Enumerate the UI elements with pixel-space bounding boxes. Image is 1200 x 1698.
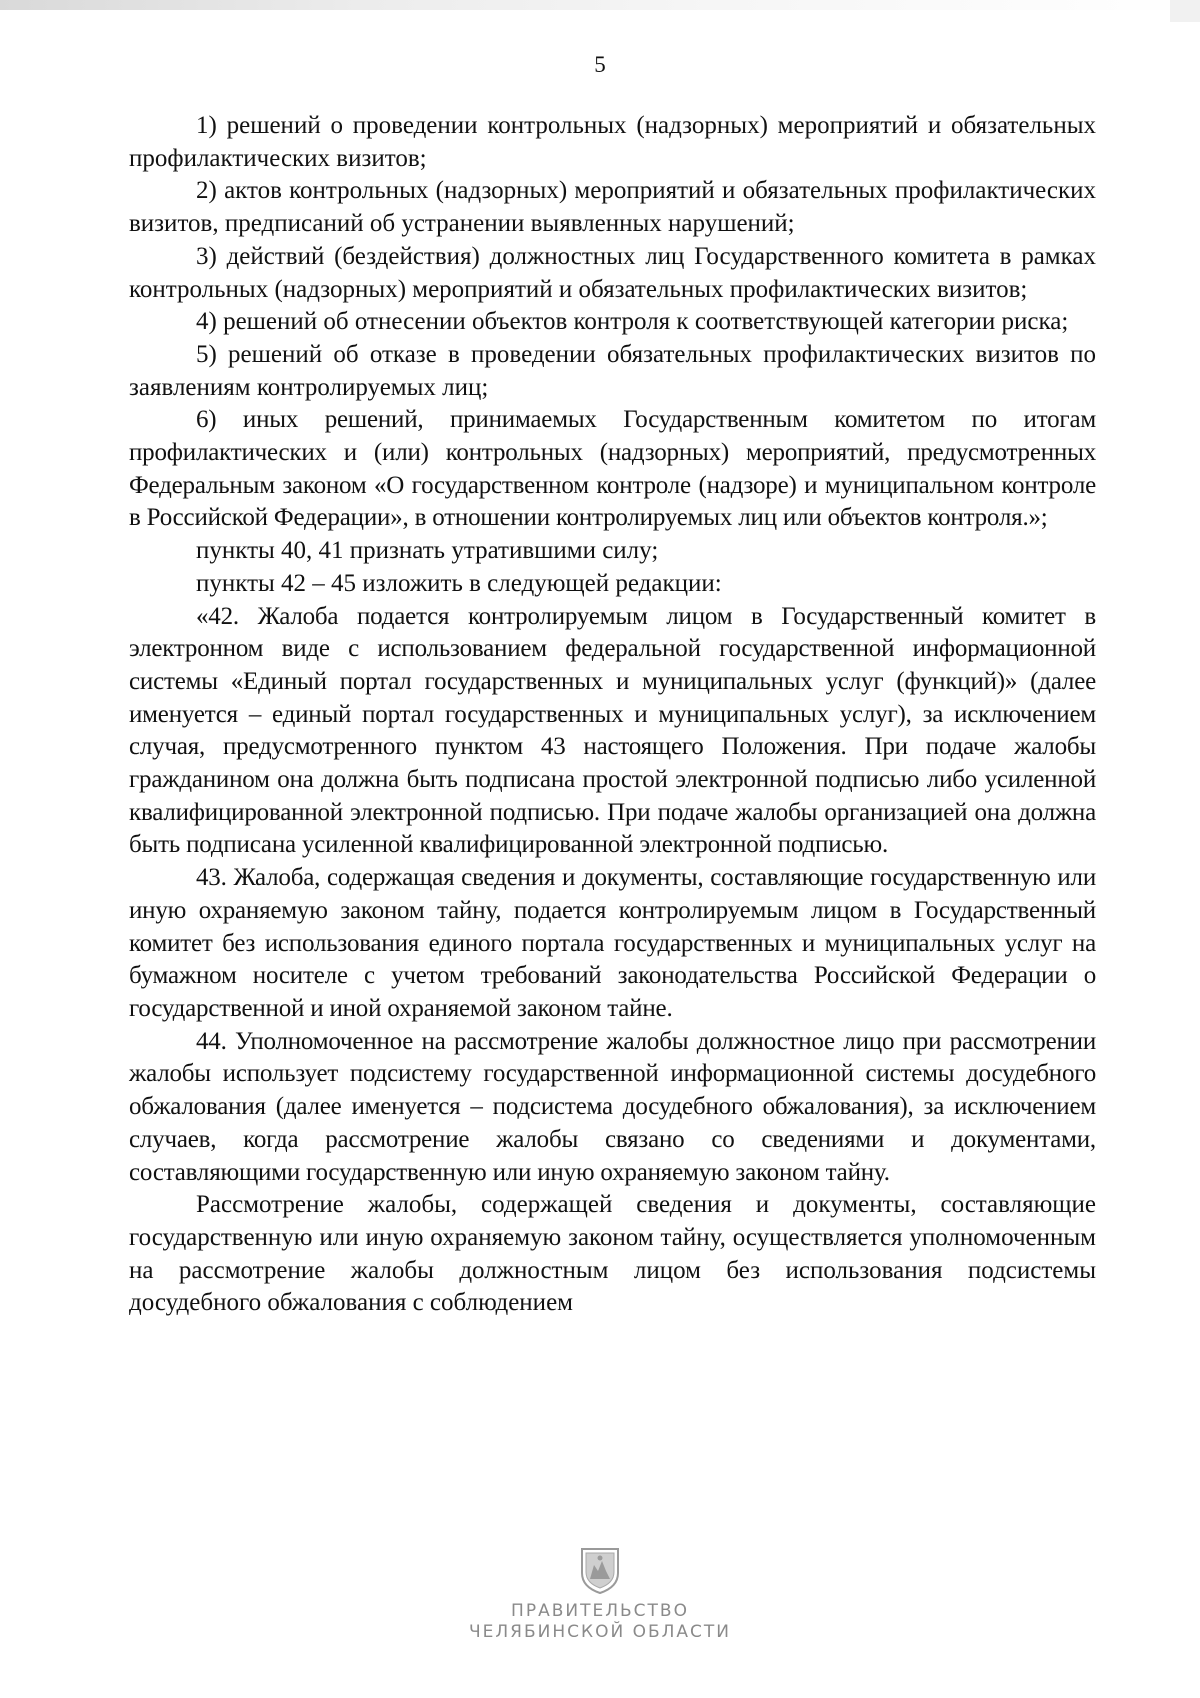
paragraph-clause-43: 43. Жалоба, содержащая сведения и документы, составляющие государственную или иную охраняемую законом тайну, подается контролируемым лицом в Государственный комитет без использования единого портала государственных и муниципальных услуг на бумажном носителе с учетом требований законодательства Российской Федерации о государственной и иной охраняемой законом тайне. [129,864,1096,1022]
paragraph-repeal-40-41: пункты 40, 41 признать утратившими силу; [196,537,659,565]
paragraph-clause-44-secret: Рассмотрение жалобы, содержащей сведения и документы, составляющие государственную или иную охраняемую законом тайну, осуществляется уполномоченным на рассмотрение жалобы должностным лицом без использования подсистемы досудебного обжалования с соблюдением [129,1191,1096,1317]
paragraph-clause-44: 44. Уполномоченное на рассмотрение жалобы должностное лицо при рассмотрении жалобы использует подсистему государственной информационной системы досудебного обжалования (далее именуется – подсистема досудебного обжалования), за исключением случаев, когда рассмотрение жалобы связано со сведениями и документами, составляющими государственную или иную охраняемую законом тайну. [129,1027,1096,1186]
paragraph-clause-42: «42. Жалоба подается контролируемым лицом в Государственный комитет в электронном виде с использованием федеральной государственной информационной системы «Единый портал государственных и муниципальных услуг (функций)» (далее именуется – единый портал государственных и муниципальных услуг), за исключением случая, предусмотренного пунктом 43 настоящего Положения. При подаче жалобы гражданином она должна быть подписана простой электронной подписью либо усиленной квалифицированной электронной подписью. При подаче жалобы организацией она должна быть подписана усиленной квалифицированной электронной подписью. [129,602,1096,859]
seal-line-government: ПРАВИТЕЛЬСТВО [511,1601,689,1621]
government-seal [0,1545,1200,1643]
paragraph-item-1: 1) решений о проведении контрольных (надзорных) мероприятий и обязательных профилактических визитов; [129,112,1096,172]
page-number: 5 [594,52,606,77]
paragraph-item-6: 6) иных решений, принимаемых Государственным комитетом по итогам профилактических и (или) контрольных (надзорных) мероприятий, предусмотренных Федеральным законом «О государственном контроле (надзоре) и муниципальном контроле в Российской Федерации», в отношении контролируемых лиц или объектов контроля.»; [129,406,1096,532]
document-body [129,110,1096,1320]
paragraph-item-4: 4) решений об отнесении объектов контроля к соответствующей категории риска; [196,308,1069,336]
scan-corner-mark [1170,0,1200,22]
paragraph-amend-42-45: пункты 42 – 45 изложить в следующей редакции: [196,569,722,597]
scan-top-edge [0,0,1200,10]
paragraph-item-2: 2) актов контрольных (надзорных) мероприятий и обязательных профилактических визитов, предписаний об устранении выявленных нарушений; [129,177,1096,238]
paragraph-item-5: 5) решений об отказе в проведении обязательных профилактических визитов по заявлениям контролируемых лиц; [129,340,1096,401]
coat-of-arms-icon [578,1545,622,1595]
paragraph-item-3: 3) действий (бездействия) должностных лиц Государственного комитета в рамках контрольных (надзорных) мероприятий и обязательных профилактических визитов; [129,242,1096,303]
seal-line-region: ЧЕЛЯБИНСКОЙ ОБЛАСТИ [468,1622,732,1642]
